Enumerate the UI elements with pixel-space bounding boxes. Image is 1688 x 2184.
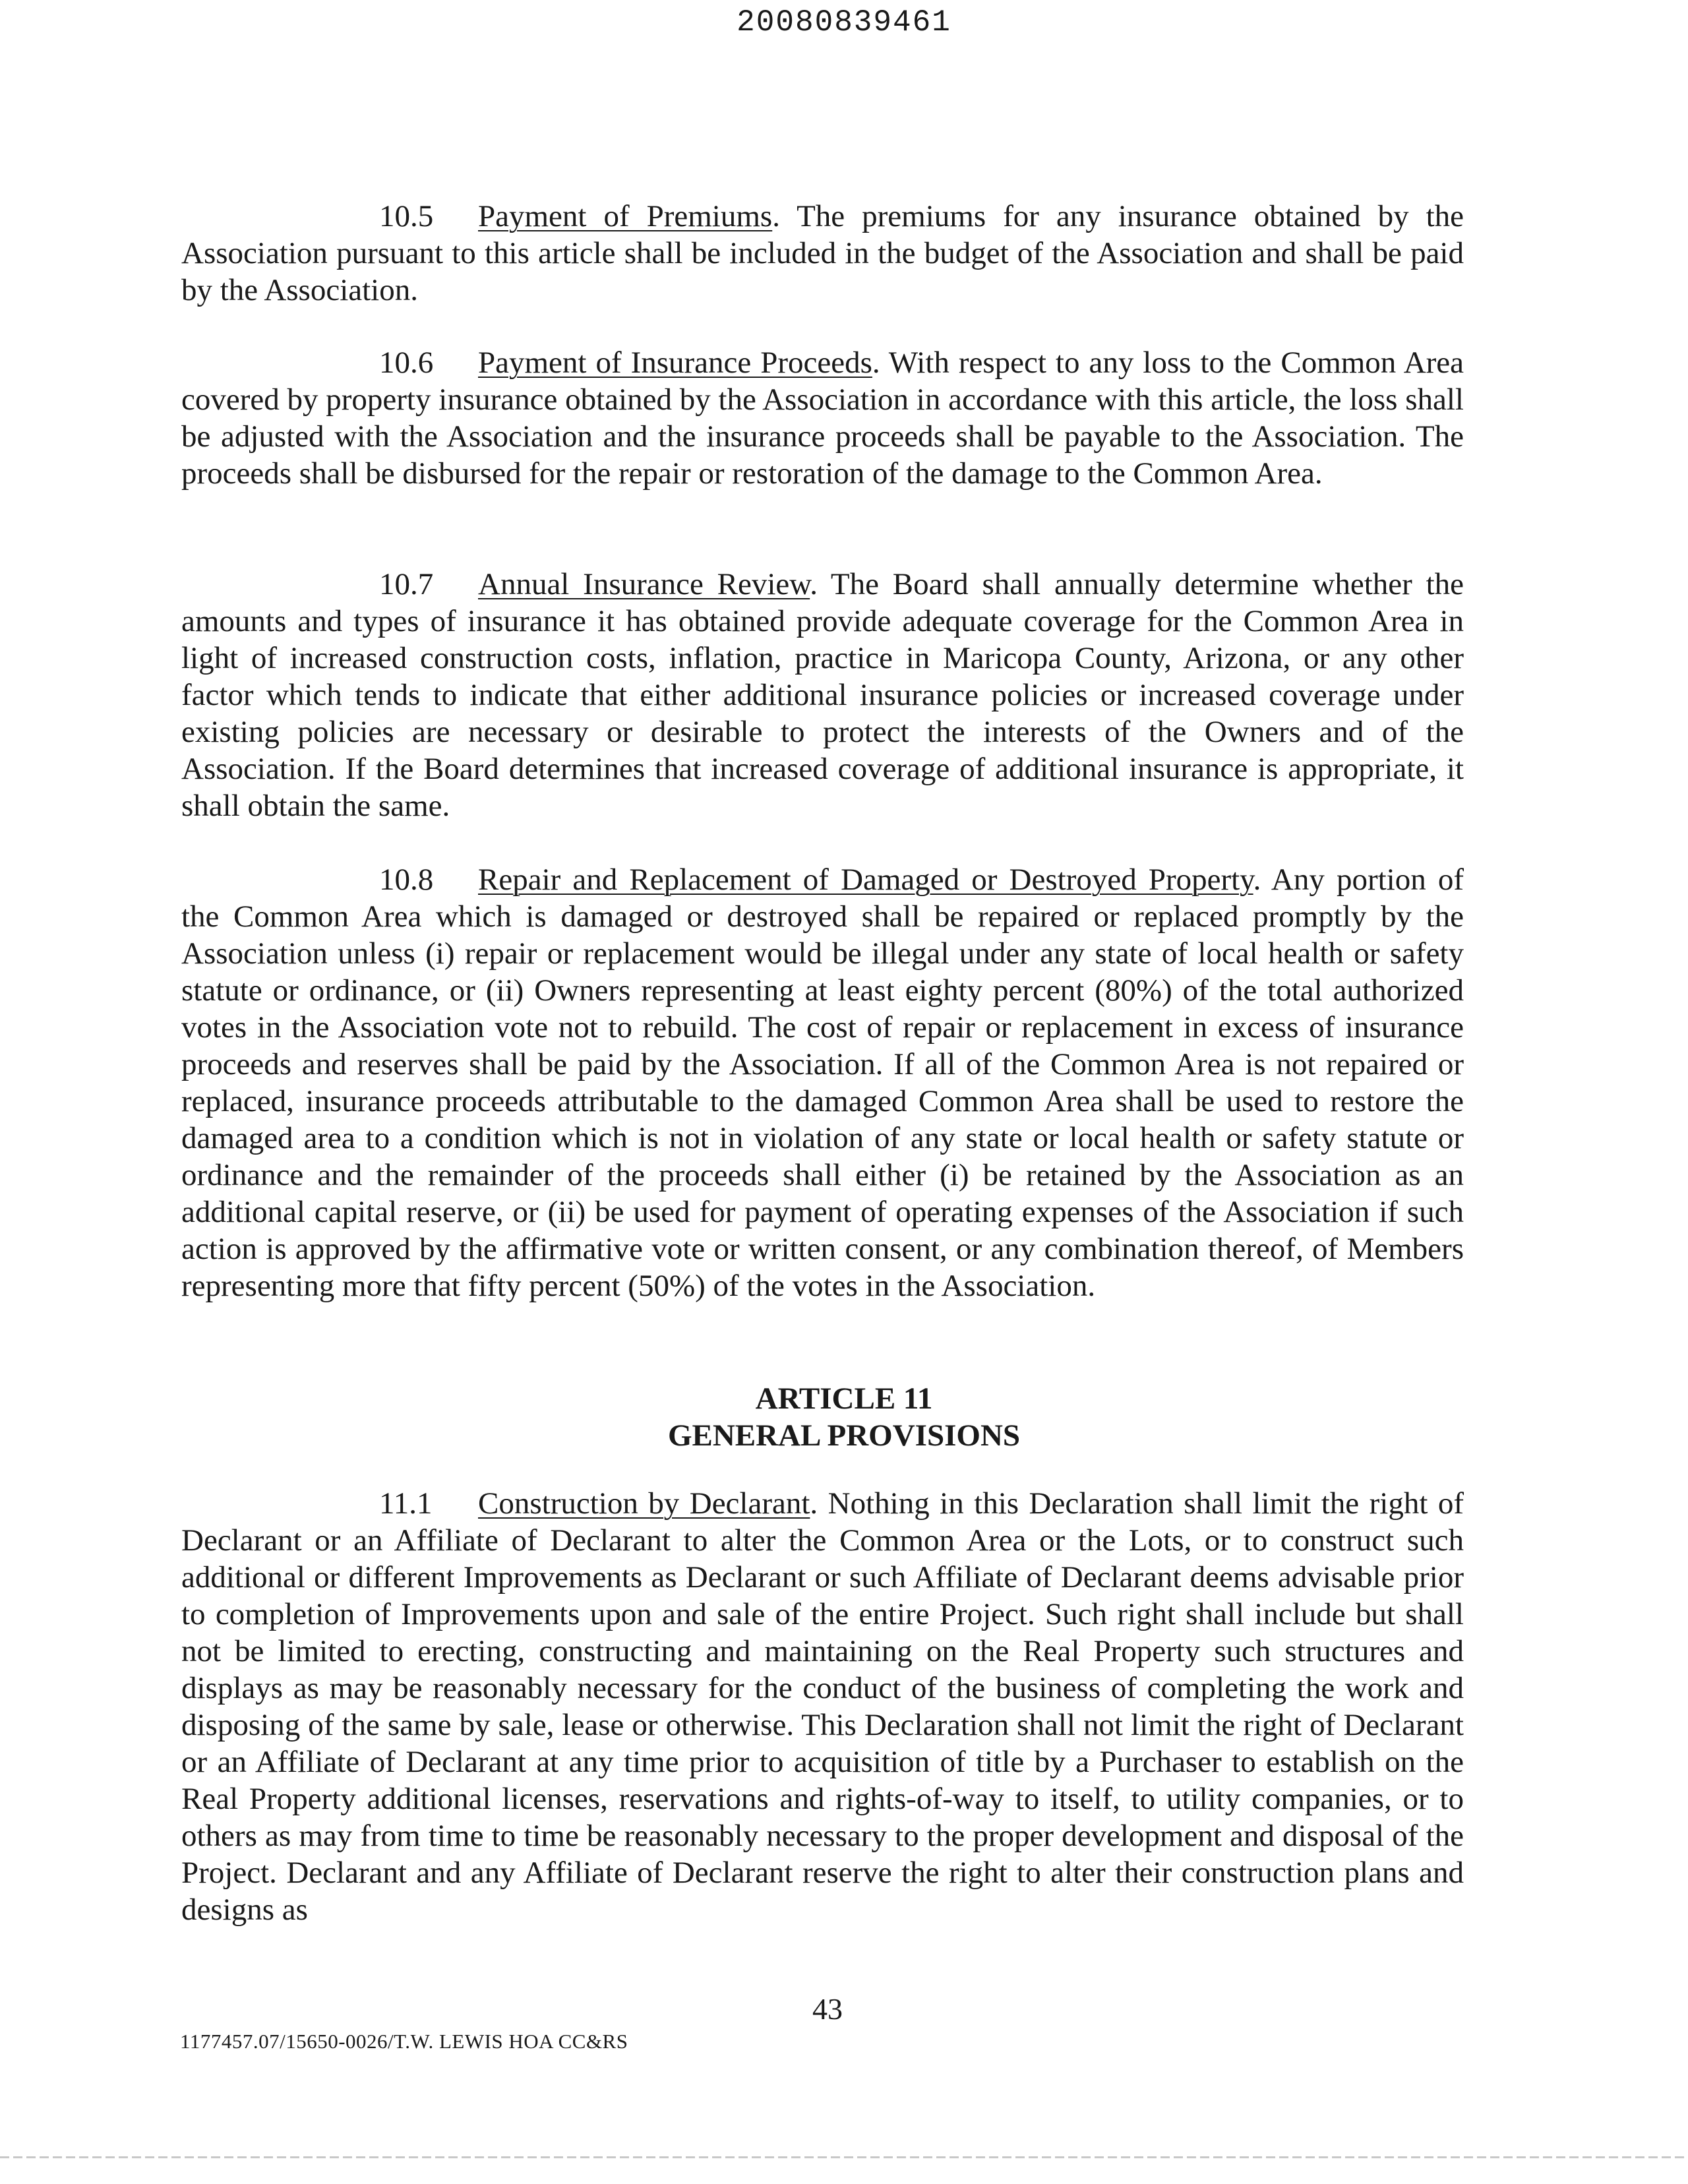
section-10-7: 10.7 Annual Insurance Review. The Board shall annually determine whether the amounts and types of insurance it has obtained provide adequate coverage for the Common Area in light of increased construction costs, inflation, practice in Maricopa County, Arizona, or any other factor which tends to indicate that either additional insurance policies or increased coverage under existing policies are necessary or desirable to protect the interests of the Owners and of the Association. If the Board determines that increased coverage of additional insurance is appropriate, it shall obtain the same. [181, 567, 1464, 823]
section-11-1: 11.1 Construction by Declarant. Nothing in this Declaration shall limit the right of Declarant or an Affiliate of Declarant to alter the Common Area or the Lots, or to construct such additional or different Improvements as Declarant or such Affiliate of Declarant deems advisable prior to completion of Improvements upon and sale of the entire Project. Such right shall include but shall not be limited to erecting, constructing and maintaining on the Real Property such structures and displays as may be reasonably necessary for the conduct of the business of completing the work and disposing of the same by sale, lease or otherwise. This Declaration shall not limit the right of Declarant or an Affiliate of Declarant at any time prior to acquisition of title by a Purchaser to establish on the Real Property additional licenses, reservations and rights-of-way to itself, to utility companies, or to others as may from time to time be reasonably necessary to the proper development and disposal of the Project. Declarant and any Affiliate of Declarant reserve the right to alter their construction plans and designs as [181, 1486, 1464, 1927]
section-text: Nothing in this Declaration shall limit the right of Declarant or an Affiliate of Declarant to alter the Common Area or the Lots, or to construct such additional or different Improvements as Declarant or such Affiliate of Declarant deems advisable prior to completion of Improvements upon and sale of the entire Project. Such right shall include but shall not be limited to erecting, constructing and maintaining on the Real Property such structures and displays as may be reasonably necessary for the conduct of the business of completing the work and disposing of the same by sale, lease or otherwise. This Declaration shall not limit the right of Declarant or an Affiliate of Declarant at any time prior to acquisition of title by a Purchaser to establish on the Real Property additional licenses, reservations and rights-of-way to itself, to utility companies, or to others as may from time to time be reasonably necessary to the proper development and disposal of the Project. Declarant and any Affiliate of Declarant reserve the right to alter their construction plans and designs as [181, 1486, 1464, 1927]
section-heading: Construction by Declarant [478, 1486, 810, 1521]
section-10-5: 10.5 Payment of Premiums. The premiums for any insurance obtained by the Association pursuant to this article shall be included in the budget of the Association and shall be paid by the Association. [181, 199, 1464, 307]
section-number: 10.7 [379, 567, 434, 601]
section-number: 11.1 [379, 1486, 433, 1521]
article-title: GENERAL PROVISIONS [667, 1418, 1021, 1453]
section-text: Any portion of the Common Area which is damaged or destroyed shall be repaired or replaced promptly by the Association unless (i) repair or replacement would be illegal under any state of local health or safety statute or ordinance, or (ii) Owners representing at least eighty percent (80%) of the total authorized votes in the Association vote not to rebuild. The cost of repair or replacement in excess of insurance proceeds and reserves shall be paid by the Association. If all of the Common Area is not repaired or replaced, insurance proceeds attributable to the damaged Common Area shall be used to restore the damaged area to a condition which is not in violation of any state or local health or safety statute or ordinance and the remainder of the proceeds shall either (i) be retained by the Association as an additional capital reserve, or (ii) be used for payment of operating expenses of the Association if such action is approved by the affirmative vote or written consent, or any combination thereof, of Members representing more that fifty percent (50%) of the votes in the Association. [181, 863, 1464, 1303]
section-number: 10.6 [379, 346, 434, 380]
section-heading: Payment of Insurance Proceeds [478, 346, 872, 380]
page-number: 43 [812, 1992, 843, 2026]
article-number: ARTICLE 11 [755, 1381, 933, 1416]
section-10-8: 10.8 Repair and Replacement of Damaged or Destroyed Property. Any portion of the Common Area which is damaged or destroyed shall be repaired or replaced promptly by the Association unless (i) repair or replacement would be illegal under any state of local health or safety statute or ordinance, or (ii) Owners representing at least eighty percent (80%) of the total authorized votes in the Association vote not to rebuild. The cost of repair or replacement in excess of insurance proceeds and reserves shall be paid by the Association. If all of the Common Area is not repaired or replaced, insurance proceeds attributable to the damaged Common Area shall be used to restore the damaged area to a condition which is not in violation of any state or local health or safety statute or ordinance and the remainder of the proceeds shall either (i) be retained by the Association as an additional capital reserve, or (ii) be used for payment of operating expenses of the Association if such action is approved by the affirmative vote or written consent, or any combination thereof, of Members representing more that fifty percent (50%) of the votes in the Association. [181, 863, 1464, 1303]
section-heading: Repair and Replacement of Damaged or Destroyed Property [478, 863, 1253, 897]
recording-number: 20080839461 [737, 5, 951, 40]
section-text: The Board shall annually determine whether the amounts and types of insurance it has obtained provide adequate coverage for the Common Area in light of increased construction costs, inflation, practice in Maricopa County, Arizona, or any other factor which tends to indicate that either additional insurance policies or increased coverage under existing policies are necessary or desirable to protect the interests of the Owners and of the Association. If the Board determines that increased coverage of additional insurance is appropriate, it shall obtain the same. [181, 567, 1464, 823]
section-text: The premiums for any insurance obtained by the Association pursuant to this article shall be included in the budget of the Association and shall be paid by the Association. [181, 199, 1464, 307]
section-number: 10.8 [379, 863, 434, 897]
section-number: 10.5 [379, 199, 434, 233]
section-heading: Payment of Premiums [478, 199, 773, 233]
document-reference: 1177457.07/15650-0026/T.W. LEWIS HOA CC&RS [180, 2030, 628, 2053]
section-heading: Annual Insurance Review [478, 567, 810, 601]
section-text: With respect to any loss to the Common Area covered by property insurance obtained by the Association in accordance with this article, the loss shall be adjusted with the Association and the insurance proceeds shall be payable to the Association. The proceeds shall be disbursed for the repair or restoration of the damage to the Common Area. [181, 346, 1464, 491]
scan-artifact-line [0, 2156, 1688, 2158]
section-10-6: 10.6 Payment of Insurance Proceeds. With respect to any loss to the Common Area covered by property insurance obtained by the Association in accordance with this article, the loss shall be adjusted with the Association and the insurance proceeds shall be payable to the Association. The proceeds shall be disbursed for the repair or restoration of the damage to the Common Area. [181, 346, 1464, 491]
